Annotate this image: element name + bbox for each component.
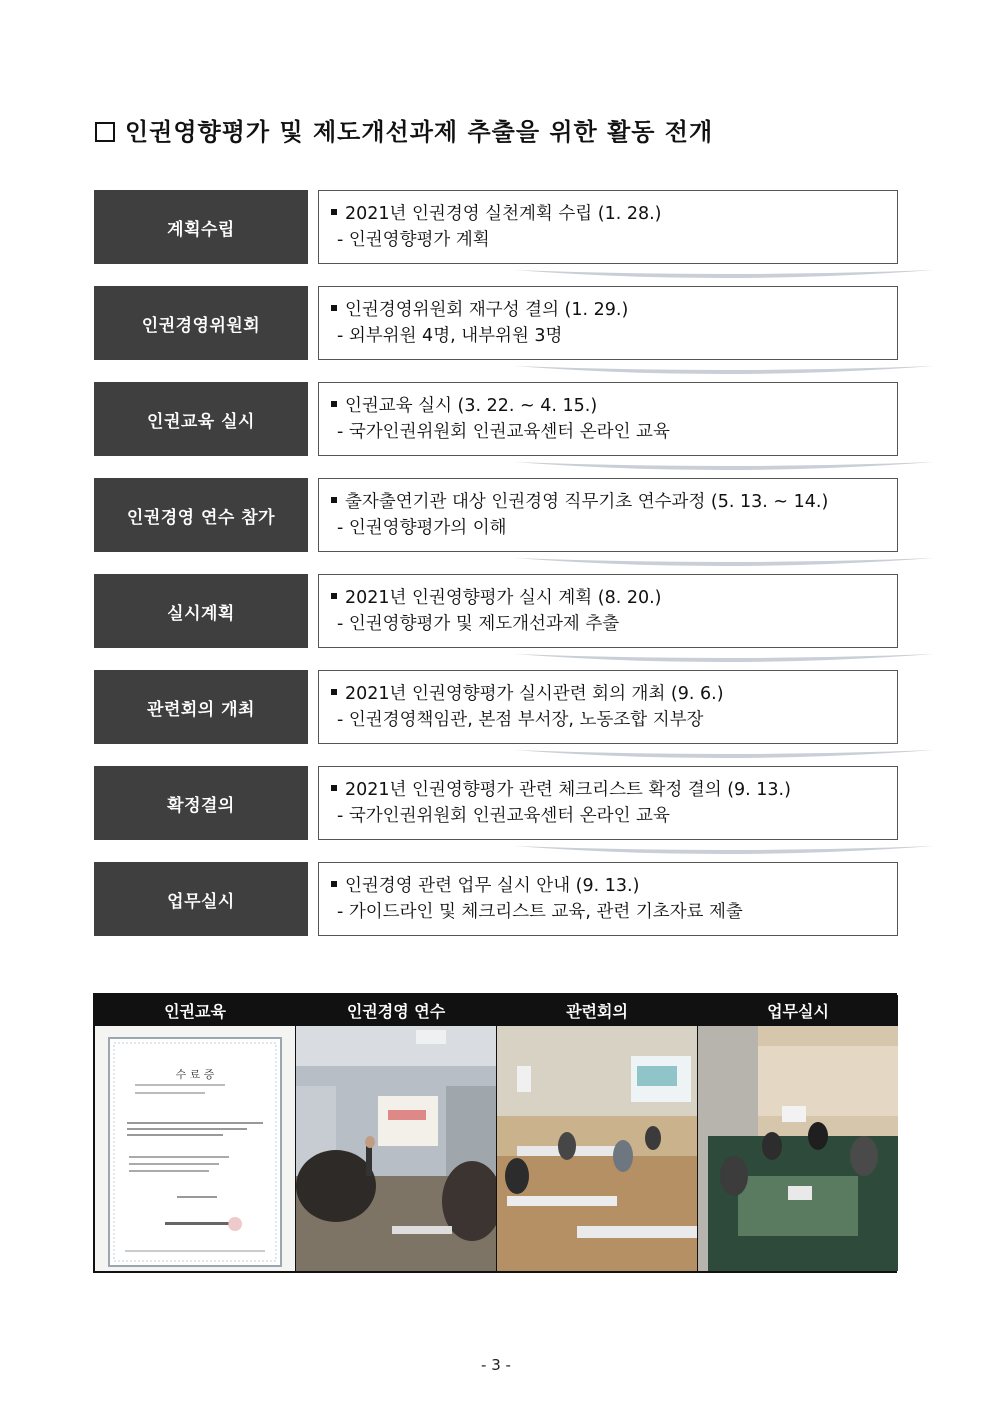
photo-table bbox=[93, 993, 897, 1273]
step-content bbox=[318, 190, 898, 264]
step-4 bbox=[94, 478, 898, 552]
step-content bbox=[318, 670, 898, 744]
step-3 bbox=[94, 382, 898, 456]
step-1 bbox=[94, 190, 898, 264]
down-chevron-icon bbox=[514, 556, 934, 574]
step-sub-text: - 인권경영책임관, 본점 부서장, 노동조합 지부장 bbox=[337, 710, 704, 730]
step-6 bbox=[94, 670, 898, 744]
photo-column-meeting bbox=[497, 995, 698, 1271]
bullet-icon bbox=[331, 881, 337, 887]
training-room-photo bbox=[296, 1026, 496, 1271]
step-main-text: 출자출연기관 대상 인권경영 직무기초 연수과정 (5. 13. ~ 14.) bbox=[345, 492, 829, 512]
training-photo bbox=[296, 1026, 496, 1271]
work-photo bbox=[698, 1026, 898, 1271]
page-title bbox=[95, 112, 713, 147]
step-label: 계획수립 bbox=[94, 190, 308, 264]
step-content bbox=[318, 766, 898, 840]
bullet-icon bbox=[331, 209, 337, 215]
step-2 bbox=[94, 286, 898, 360]
bullet-icon bbox=[331, 689, 337, 695]
certificate-title: 수 료 증 bbox=[175, 1068, 215, 1081]
down-chevron-icon bbox=[514, 364, 934, 382]
step-label: 업무실시 bbox=[94, 862, 308, 936]
photo-header: 인권교육 bbox=[95, 995, 295, 1026]
activity-steps bbox=[94, 190, 898, 958]
meeting-photo bbox=[497, 1026, 697, 1271]
photo-header: 인권경영 연수 bbox=[296, 995, 496, 1026]
step-5 bbox=[94, 574, 898, 648]
photo-column-education bbox=[95, 995, 296, 1271]
step-content bbox=[318, 286, 898, 360]
step-main-text: 인권경영위원회 재구성 결의 (1. 29.) bbox=[345, 300, 629, 320]
step-sub-text: - 국가인권위원회 인권교육센터 온라인 교육 bbox=[337, 806, 670, 826]
step-label: 인권교육 실시 bbox=[94, 382, 308, 456]
down-chevron-icon bbox=[514, 748, 934, 766]
page-number: - 3 - bbox=[481, 1356, 511, 1374]
meeting-room-photo bbox=[497, 1026, 697, 1271]
step-label: 확정결의 bbox=[94, 766, 308, 840]
certificate-illustration bbox=[95, 1026, 295, 1271]
photo-column-work bbox=[698, 995, 898, 1271]
step-label: 인권경영 연수 참가 bbox=[94, 478, 308, 552]
step-main-text: 2021년 인권영향평가 관련 체크리스트 확정 결의 (9. 13.) bbox=[345, 780, 791, 800]
step-main-text: 인권교육 실시 (3. 22. ~ 4. 15.) bbox=[345, 396, 598, 416]
step-main-text: 인권경영 관련 업무 실시 안내 (9. 13.) bbox=[345, 876, 640, 896]
step-main-text: 2021년 인권경영 실천계획 수립 (1. 28.) bbox=[345, 204, 662, 224]
step-sub-text: - 인권영향평가의 이해 bbox=[337, 518, 507, 538]
step-content bbox=[318, 478, 898, 552]
step-main-text: 2021년 인권영향평가 실시관련 회의 개최 (9. 6.) bbox=[345, 684, 724, 704]
down-chevron-icon bbox=[514, 844, 934, 862]
step-label: 관련회의 개최 bbox=[94, 670, 308, 744]
down-chevron-icon bbox=[514, 268, 934, 286]
down-chevron-icon bbox=[514, 652, 934, 670]
step-content bbox=[318, 382, 898, 456]
bullet-icon bbox=[331, 497, 337, 503]
step-sub-text: - 인권영향평가 계획 bbox=[337, 230, 490, 250]
photo-column-training bbox=[296, 995, 497, 1271]
step-7 bbox=[94, 766, 898, 840]
step-main-text: 2021년 인권영향평가 실시 계획 (8. 20.) bbox=[345, 588, 662, 608]
step-sub-text: - 가이드라인 및 체크리스트 교육, 관련 기초자료 제출 bbox=[337, 902, 743, 922]
step-sub-text: - 외부위원 4명, 내부위원 3명 bbox=[337, 326, 563, 346]
step-content bbox=[318, 574, 898, 648]
page-title-text: 인권영향평가 및 제도개선과제 추출을 위한 활동 전개 bbox=[125, 117, 714, 146]
bullet-icon bbox=[331, 593, 337, 599]
certificate-image bbox=[95, 1026, 295, 1271]
bullet-icon bbox=[331, 401, 337, 407]
photo-header: 관련회의 bbox=[497, 995, 697, 1026]
checkbox-square-icon bbox=[95, 122, 115, 142]
step-sub-text: - 인권영향평가 및 제도개선과제 추출 bbox=[337, 614, 620, 634]
step-sub-text: - 국가인권위원회 인권교육센터 온라인 교육 bbox=[337, 422, 670, 442]
step-label: 실시계획 bbox=[94, 574, 308, 648]
down-chevron-icon bbox=[514, 460, 934, 478]
bullet-icon bbox=[331, 305, 337, 311]
bullet-icon bbox=[331, 785, 337, 791]
step-content bbox=[318, 862, 898, 936]
step-8 bbox=[94, 862, 898, 936]
photo-header: 업무실시 bbox=[698, 995, 898, 1026]
work-session-photo bbox=[698, 1026, 898, 1271]
step-label: 인권경영위원회 bbox=[94, 286, 308, 360]
